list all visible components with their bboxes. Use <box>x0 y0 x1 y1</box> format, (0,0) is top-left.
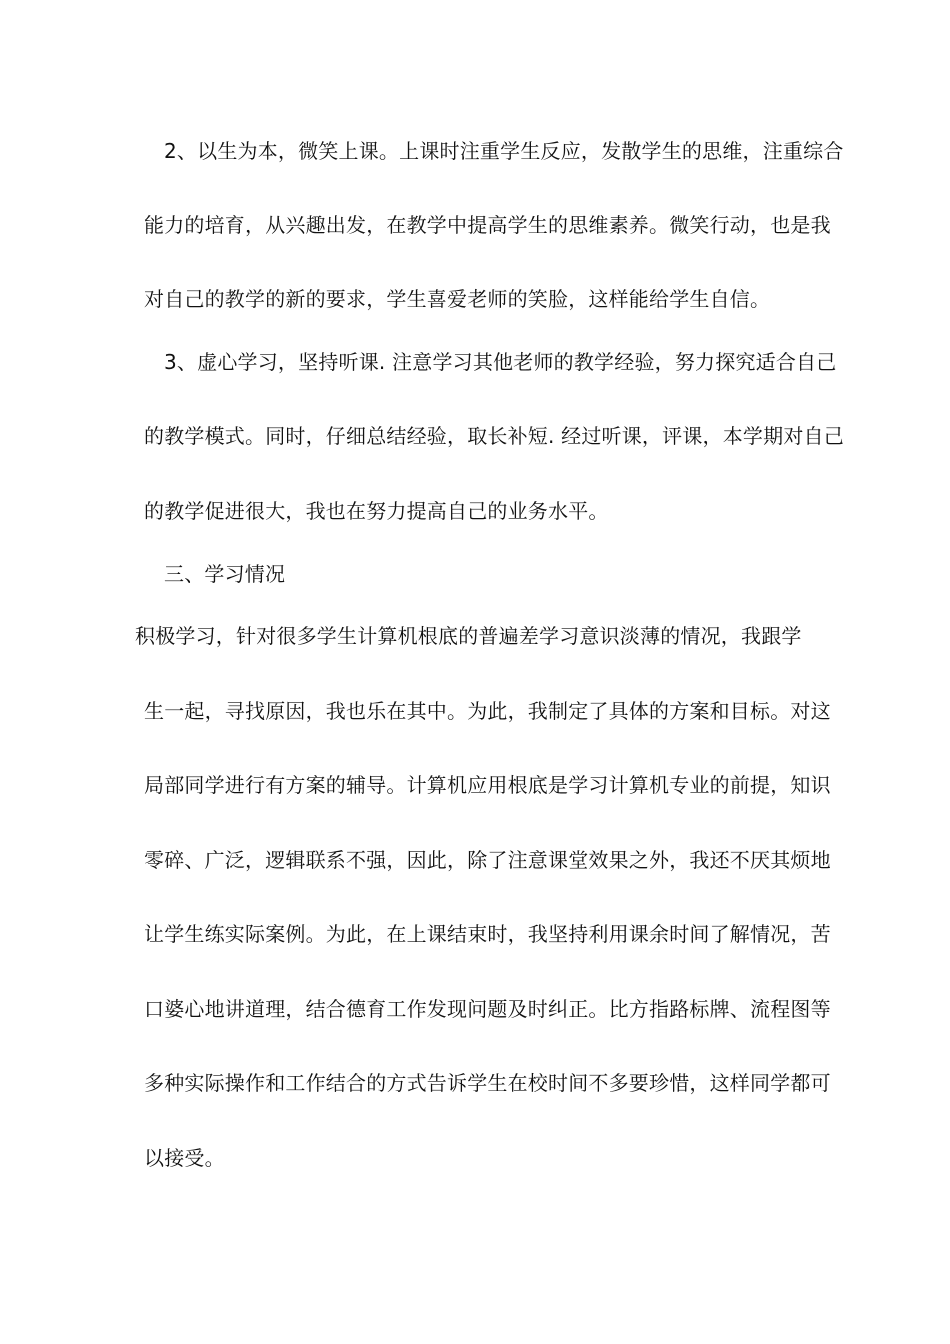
paragraph-line: 对自己的教学的新的要求，学生喜爱老师的笑脸，这样能给学生自信。 <box>144 287 771 311</box>
paragraph-line: 口婆心地讲道理，结合德育工作发现问题及时纠正。比方指路标牌、流程图等 <box>144 997 831 1021</box>
paragraph-line: 的教学促进很大，我也在努力提高自己的业务水平。 <box>144 499 609 523</box>
paragraph-line: 的教学模式。同时，仔细总结经验，取长补短. 经过听课，评课，本学期对自己 <box>144 424 844 448</box>
paragraph-line: 让学生练实际案例。为此，在上课结束时，我坚持利用课余时间了解情况，苦 <box>144 922 831 946</box>
paragraph-line: 局部同学进行有方案的辅导。计算机应用根底是学习计算机专业的前提，知识 <box>144 773 831 797</box>
paragraph-line: 生一起，寻找原因，我也乐在其中。为此，我制定了具体的方案和目标。对这 <box>144 699 831 723</box>
paragraph-line: 能力的培育，从兴趣出发，在教学中提高学生的思维素养。微笑行动，也是我 <box>144 213 831 237</box>
paragraph-line: 多种实际操作和工作结合的方式告诉学生在校时间不多要珍惜，这样同学都可 <box>144 1071 831 1095</box>
paragraph-line: 2、以生为本，微笑上课。上课时注重学生反应，发散学生的思维，注重综合 <box>164 139 844 163</box>
section-heading: 三、学习情况 <box>164 562 286 586</box>
paragraph-line: 3、虚心学习，坚持听课. 注意学习其他老师的教学经验，努力探究适合自己 <box>164 350 837 374</box>
paragraph-line: 零碎、广泛，逻辑联系不强，因此，除了注意课堂效果之外，我还不厌其烦地 <box>144 848 831 872</box>
paragraph-line: 积极学习，针对很多学生计算机根底的普遍差学习意识淡薄的情况，我跟学 <box>135 624 802 648</box>
paragraph-line: 以接受。 <box>144 1146 225 1170</box>
